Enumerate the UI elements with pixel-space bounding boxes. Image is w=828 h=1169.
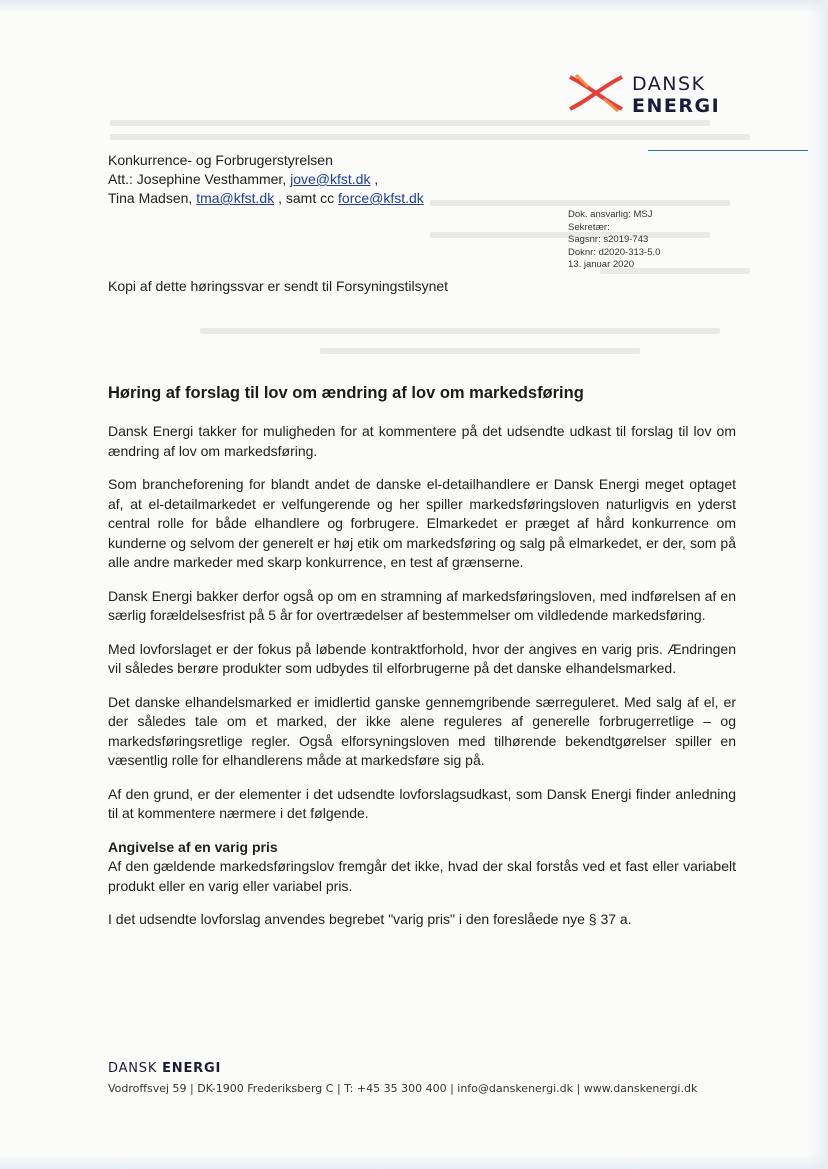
show-through [110, 120, 710, 126]
document-body [108, 422, 736, 944]
header-rule [648, 150, 808, 151]
section-paragraph: I det udsendte lovforslag anvendes begrebet "varig pris" i den foreslåede nye § 37 a. [108, 911, 632, 927]
document-title: Høring af forslag til lov om ændring af lov om markedsføring [108, 384, 584, 402]
line3-prefix: Tina Madsen, [108, 190, 197, 206]
footer-brand-strong: ENERGI [162, 1061, 222, 1076]
section-heading: Angivelse af en varig pris [108, 838, 278, 855]
meta-responsible: Dok. ansvarlig: MSJ [568, 209, 653, 220]
copy-note: Kopi af dette høringssvar er sendt til Forsyningstilsynet [108, 278, 449, 294]
meta-doc-no: Doknr: d2020-313-5.0 [568, 246, 661, 258]
recipient-cc-line [108, 189, 424, 208]
body-paragraph: Med lovforslaget er der fokus på løbende kontraktforhold, hvor der angives en varig pris. Ændringen vil således berøre produkter som udbydes til elforbrugerne på det danske elhandelsmarked. [108, 640, 736, 676]
recipient-att-line [108, 170, 424, 189]
email-link-force[interactable]: force@kfst.dk [338, 190, 424, 206]
footer-brand-light: DANSK [108, 1061, 158, 1076]
footer-brand [108, 1061, 221, 1076]
body-paragraph: Som brancheforening for blandt andet de danske el-detailhandlere er Dansk Energi meget optaget af, at el-detailmarkedet er velfungerende og her spiller markedsføringsloven naturligvis en yderst central rolle for både elhandlere og forbrugere. Elmarkedet er præget af hård konkurrence om kunderne og selvom der generelt er høj etik om markedsføring og salg på elmarkedet, er der, som på alle andre markeder med skarp konkurrence, en test af grænserne. [108, 476, 736, 570]
meta-date: 13. januar 2020 [568, 259, 635, 270]
dansk-energi-logo-icon [568, 73, 624, 113]
recipient-org: Konkurrence- og Forbrugerstyrelsen [108, 152, 333, 168]
section-paragraph: Af den gældende markedsføringslov fremgår det ikke, hvad der skal forstås ved et fast eller variabelt produkt eller en varig eller variabel pris. [108, 858, 736, 894]
line3-mid: , samt cc [274, 190, 339, 206]
email-link-tma[interactable]: tma@kfst.dk [196, 190, 275, 206]
meta-case-no: Sagsnr: s2019-743 [568, 234, 649, 245]
scan-edge-bottom [0, 1155, 828, 1169]
meta-secretary: Sekretær: [568, 221, 610, 233]
show-through [200, 328, 720, 334]
footer-contact-line: Vodroffsvej 59 | DK-1900 Frederiksberg C | T: +45 35 300 400 | info@danskenergi.dk | www.danskenergi.dk [108, 1082, 698, 1095]
att-suffix: , [370, 171, 379, 187]
body-paragraph: Dansk Energi takker for muligheden for at kommentere på det udsendte udkast til forslag til lov om ændring af lov om markedsføring. [108, 423, 736, 459]
body-paragraph: Det danske elhandelsmarked er imidlertid ganske gennemgribende særreguleret. Med salg af el, er der således tale om et marked, der ikke alene reguleres af generelle forbrugerretlige – og markedsføringsretlige regler. Også elforsyningsloven med tilhørende bekendtgørelser spiller en væsentlig rolle for elhandlerens måde at markedsføre sig på. [108, 693, 736, 768]
email-link-jove[interactable]: jove@kfst.dk [290, 171, 371, 187]
recipient-block [108, 151, 424, 208]
dansk-energi-logo [568, 73, 721, 117]
show-through [110, 134, 750, 140]
logo-line-2: ENERGI [632, 95, 721, 117]
logo-line-1: DANSK [632, 73, 706, 95]
att-prefix: Att.: Josephine Vesthammer, [108, 171, 291, 187]
scan-edge-right [808, 0, 828, 1169]
show-through [320, 348, 640, 354]
logo-wordmark [632, 73, 720, 117]
body-paragraph: Af den grund, er der elementer i det udsendte lovforslagsudkast, som Dansk Energi finder anledning til at kommentere nærmere i det følgende. [108, 785, 736, 821]
show-through [430, 200, 730, 206]
body-paragraph: Dansk Energi bakker derfor også op om en stramning af markedsføringsloven, med indførelsen af en særlig forældelsesfrist på 5 år for overtrædelser af bestemmelser om vildledende markedsføring. [108, 587, 736, 623]
scan-edge-top [0, 0, 828, 12]
document-meta [568, 209, 660, 272]
